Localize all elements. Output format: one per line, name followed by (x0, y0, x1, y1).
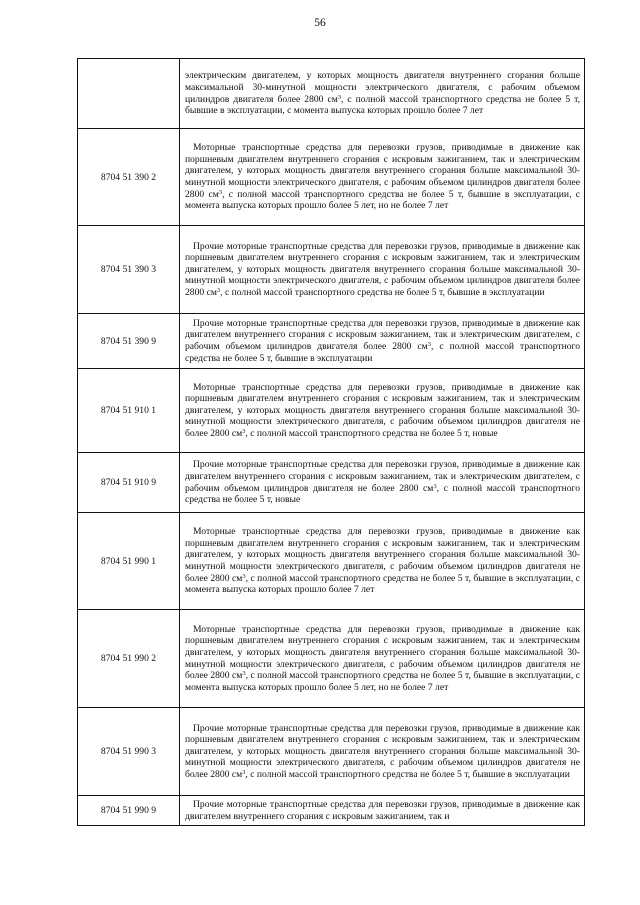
superscript-three: 3 (216, 286, 221, 294)
code-cell: 8704 51 390 3 (78, 226, 180, 314)
superscript-three: 3 (242, 670, 246, 678)
table-row (78, 59, 585, 129)
table-row (78, 610, 585, 708)
code-cell: 8704 51 910 9 (78, 453, 180, 513)
superscript-three: 3 (242, 572, 246, 580)
superscript-three: 3 (242, 768, 246, 776)
description-cell: Прочие моторные транспортные средства для перевозки грузов, приводимые в движение как поршневым двигателем внутреннего сгорания с искровым зажиганием, так и электрическим двигателем, у которых мощность двигателя внутреннего сгорания больше максимальной 30-минутной мощности электрического двигателя, с рабочим объемом цилиндров двигателя не более 2800 $см^3$, с полной массой транспортного средства не более 5 т, бывшие в эксплуатации (180, 708, 585, 796)
code-cell: 8704 51 990 9 (78, 796, 180, 826)
description-cell: Моторные транспортные средства для перевозки грузов, приводимые в движение как поршневым двигателем внутреннего сгорания с искровым зажиганием, так и электрическим двигателем, у которых мощность двигателя внутреннего сгорания больше максимальной 30-минутной мощности электрического двигателя, с рабочим объемом цилиндров двигателя не более 2800 $см^3$, с полной массой транспортного средства не более 5 т, новые (180, 369, 585, 453)
description-cell: Прочие моторные транспортные средства для перевозки грузов, приводимые в движение как поршневым двигателем внутреннего сгорания с искровым зажиганием, так и электрическим двигателем, у которых мощность двигателя внутреннего сгорания больше максимальной 30-минутной мощности электрического двигателя, с рабочим объемом цилиндров двигателя более 2800 $см^3$, с полной массой транспортного средства не более 5 т, бывшие в эксплуатации (180, 226, 585, 314)
code-cell: 8704 51 390 9 (78, 314, 180, 369)
code-cell: 8704 51 990 2 (78, 610, 180, 708)
superscript-three: 3 (337, 93, 342, 101)
code-cell (78, 59, 180, 129)
code-cell: 8704 51 990 1 (78, 513, 180, 610)
table-row (78, 708, 585, 796)
superscript-three: 3 (433, 482, 437, 490)
code-cell: 8704 51 990 3 (78, 708, 180, 796)
table-row (78, 453, 585, 513)
description-cell: Моторные транспортные средства для перевозки грузов, приводимые в движение как поршневым двигателем внутреннего сгорания с искровым зажиганием, так и электрическим двигателем, у которых мощность двигателя внутреннего сгорания больше максимальной 30-минутной мощности электрического двигателя, с рабочим объемом цилиндров двигателя не более 2800 $см^3$, с полной массой транспортного средства не более 5 т, бывшие в эксплуатации, с момента выпуска которых прошло более 7 лет (180, 513, 585, 610)
description-cell: Моторные транспортные средства для перевозки грузов, приводимые в движение как поршневым двигателем внутреннего сгорания с искровым зажиганием, так и электрическим двигателем, у которых мощность двигателя внутреннего сгорания больше максимальной 30-минутной мощности электрического двигателя, с рабочим объемом цилиндров двигателя более 2800 $см^3$, с полной массой транспортного средства не более 5 т, бывшие в эксплуатации, с момента выпуска которых прошло более 5 лет, но не более 7 лет (180, 129, 585, 226)
table-row (78, 369, 585, 453)
tariff-code-table (77, 58, 585, 826)
description-cell: Прочие моторные транспортные средства для перевозки грузов, приводимые в движение как двигателем внутреннего сгорания с искровым зажиганием, так и электрическим двигателем, с рабочим объемом цилиндров двигателя более 2800 $см^3$, с полной массой транспортного средства не более 5 т, бывшие в эксплуатации (180, 314, 585, 369)
code-cell: 8704 51 390 2 (78, 129, 180, 226)
table-row (78, 226, 585, 314)
page-number: 56 (314, 17, 326, 29)
description-cell: электрическим двигателем, у которых мощность двигателя внутреннего сгорания больше максимальной 30-минутной мощности электрического двигателя, с рабочим объемом цилиндров двигателя более 2800 $см^3$, с полной массой транспортного средства не более 5 т, бывшие в эксплуатации, с момента выпуска которых прошло более 7 лет (180, 59, 585, 129)
superscript-three: 3 (427, 341, 432, 348)
table-row (78, 796, 585, 826)
superscript-three: 3 (218, 188, 223, 196)
table-row (78, 314, 585, 369)
code-cell: 8704 51 910 1 (78, 369, 180, 453)
description-cell: Прочие моторные транспортные средства для перевозки грузов, приводимые в движение как двигателем внутреннего сгорания с искровым зажиганием, так и электрическим двигателем, с рабочим объемом цилиндров двигателя не более 2800 $см^3$, с полной массой транспортного средства не более 5 т, новые (180, 453, 585, 513)
superscript-three: 3 (242, 427, 246, 435)
table-row (78, 513, 585, 610)
description-cell: Моторные транспортные средства для перевозки грузов, приводимые в движение как поршневым двигателем внутреннего сгорания с искровым зажиганием, так и электрическим двигателем, у которых мощность двигателя внутреннего сгорания больше максимальной 30-минутной мощности электрического двигателя, с рабочим объемом цилиндров двигателя не более 2800 $см^3$, с полной массой транспортного средства не более 5 т, бывшие в эксплуатации, с момента выпуска которых прошло более 5 лет, но не более 7 лет (180, 610, 585, 708)
description-cell: Прочие моторные транспортные средства для перевозки грузов, приводимые в движение как двигателем внутреннего сгорания с искровым зажиганием, так и (180, 796, 585, 826)
table-row (78, 129, 585, 226)
